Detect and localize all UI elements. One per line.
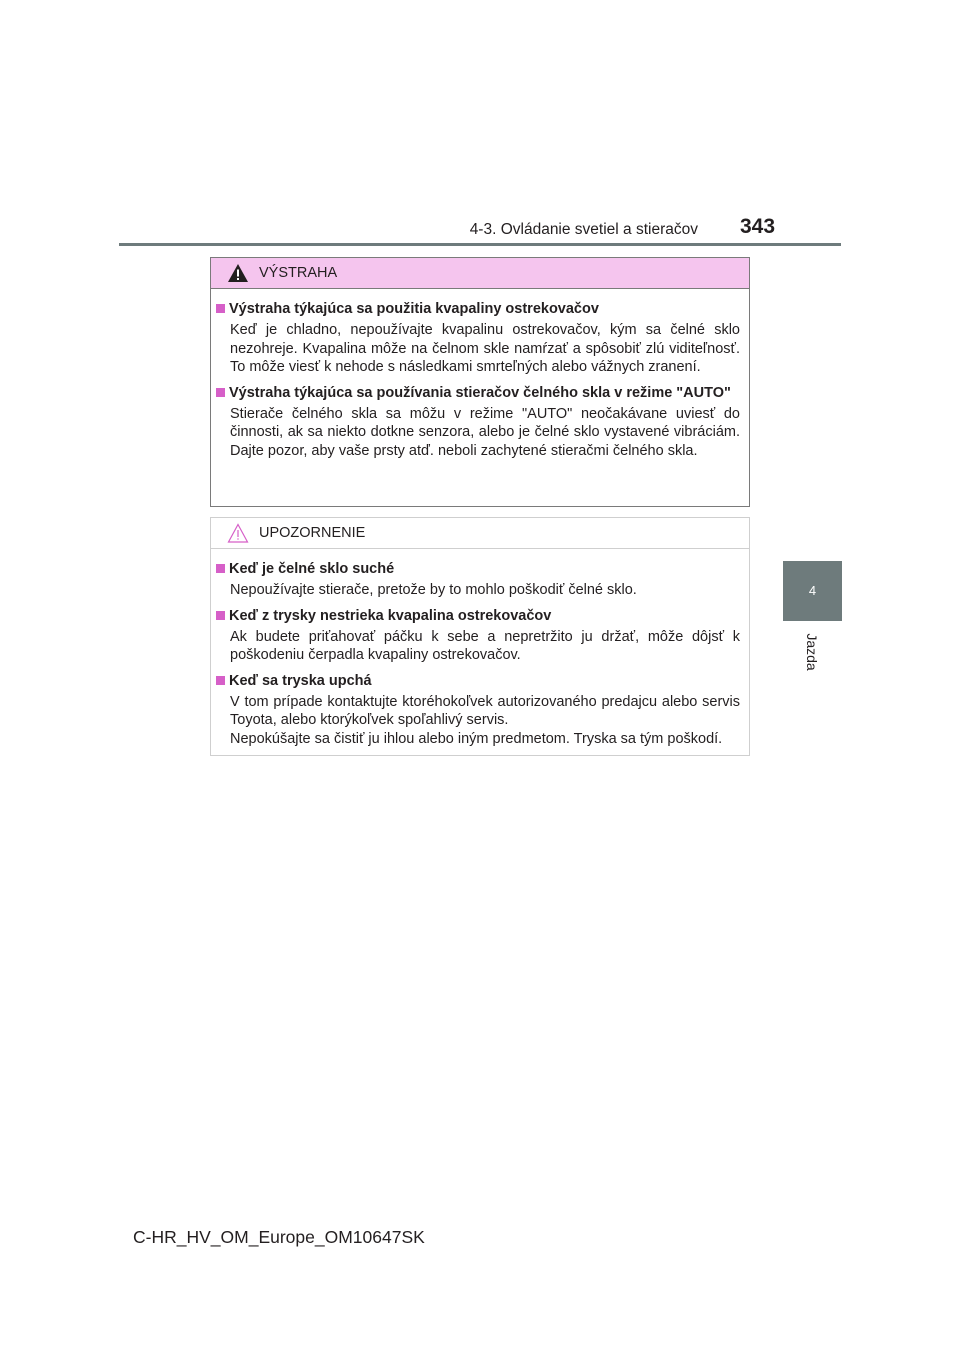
warning-item bbox=[216, 384, 740, 461]
bullet-square-icon bbox=[216, 304, 225, 313]
warning-item-text: Keď je chladno, nepoužívajte kvapalinu ostrekovačov, kým sa čelné sklo nezohreje. Kvapalina môže na čelnom skle namŕzať a spôsobiť zlú viditeľnosť. To môže viesť k nehode s následkami smrteľných alebo vážnych zranení. bbox=[230, 322, 740, 375]
bullet-square-icon bbox=[216, 676, 225, 685]
caution-triangle-icon bbox=[227, 523, 249, 543]
section-title: 4-3. Ovládanie svetiel a stieračov bbox=[469, 221, 698, 238]
bullet-square-icon bbox=[216, 611, 225, 620]
caution-item-text: Nepoužívajte stierače, pretože by to mohlo poškodiť čelné sklo. bbox=[230, 582, 637, 598]
warning-item-title: Výstraha týkajúca sa používania stieračov čelného skla v režime "AUTO" bbox=[216, 384, 740, 403]
page-header bbox=[0, 0, 960, 250]
header-rule bbox=[119, 243, 841, 246]
caution-item bbox=[216, 560, 740, 600]
caution-item-title: Keď sa tryska upchá bbox=[216, 672, 740, 691]
caution-item-text: Nepokúšajte sa čistiť ju ihlou alebo iným predmetom. Tryska sa tým poškodí. bbox=[230, 730, 723, 747]
warning-item-text: Stierače čelného skla sa môžu v režime "AUTO" neočakávane uviesť do činnosti, ak sa niekto dotkne senzora, alebo je čelné sklo vystavené vibráciám. Dajte pozor, aby vaše prsty atď. neboli zachytené stieračmi čelného skla. bbox=[230, 405, 740, 459]
bullet-square-icon bbox=[216, 564, 225, 573]
caution-item-title: Keď je čelné sklo suché bbox=[216, 560, 740, 579]
document-code: C-HR_HV_OM_Europe_OM10647SK bbox=[133, 1227, 425, 1247]
caution-item-text: Ak budete priťahovať páčku k sebe a nepretržito ju držať, môže dôjsť k poškodeniu čerpadla kvapaliny ostrekovačov. bbox=[230, 628, 740, 663]
warning-box-body bbox=[211, 289, 749, 460]
caution-box-body bbox=[211, 549, 749, 748]
chapter-tab-number: 4 bbox=[808, 583, 817, 598]
caution-box-title: UPOZORNENIE bbox=[259, 525, 366, 541]
caution-item-title: Keď z trysky nestrieka kvapalina ostrekovačov bbox=[216, 607, 740, 626]
warning-triangle-icon bbox=[227, 263, 249, 283]
chapter-tab[interactable] bbox=[783, 561, 842, 621]
warning-item-title: Výstraha týkajúca sa použitia kvapaliny ostrekovačov bbox=[216, 300, 740, 319]
chapter-tab-label: Jazda bbox=[804, 633, 820, 671]
caution-box bbox=[210, 517, 750, 756]
caution-box-header bbox=[211, 518, 749, 549]
warning-item bbox=[216, 300, 740, 377]
page-number: 343 bbox=[740, 215, 776, 238]
caution-item-text: V tom prípade kontaktujte ktoréhokoľvek autorizovaného predajcu alebo servis Toyota, alebo ktorýkoľvek spoľahlivý servis. bbox=[230, 693, 740, 728]
caution-item bbox=[216, 672, 740, 749]
warning-box-header bbox=[211, 258, 749, 289]
bullet-square-icon bbox=[216, 388, 225, 397]
caution-item bbox=[216, 607, 740, 665]
warning-box-title: VÝSTRAHA bbox=[259, 265, 338, 281]
warning-box bbox=[210, 257, 750, 507]
